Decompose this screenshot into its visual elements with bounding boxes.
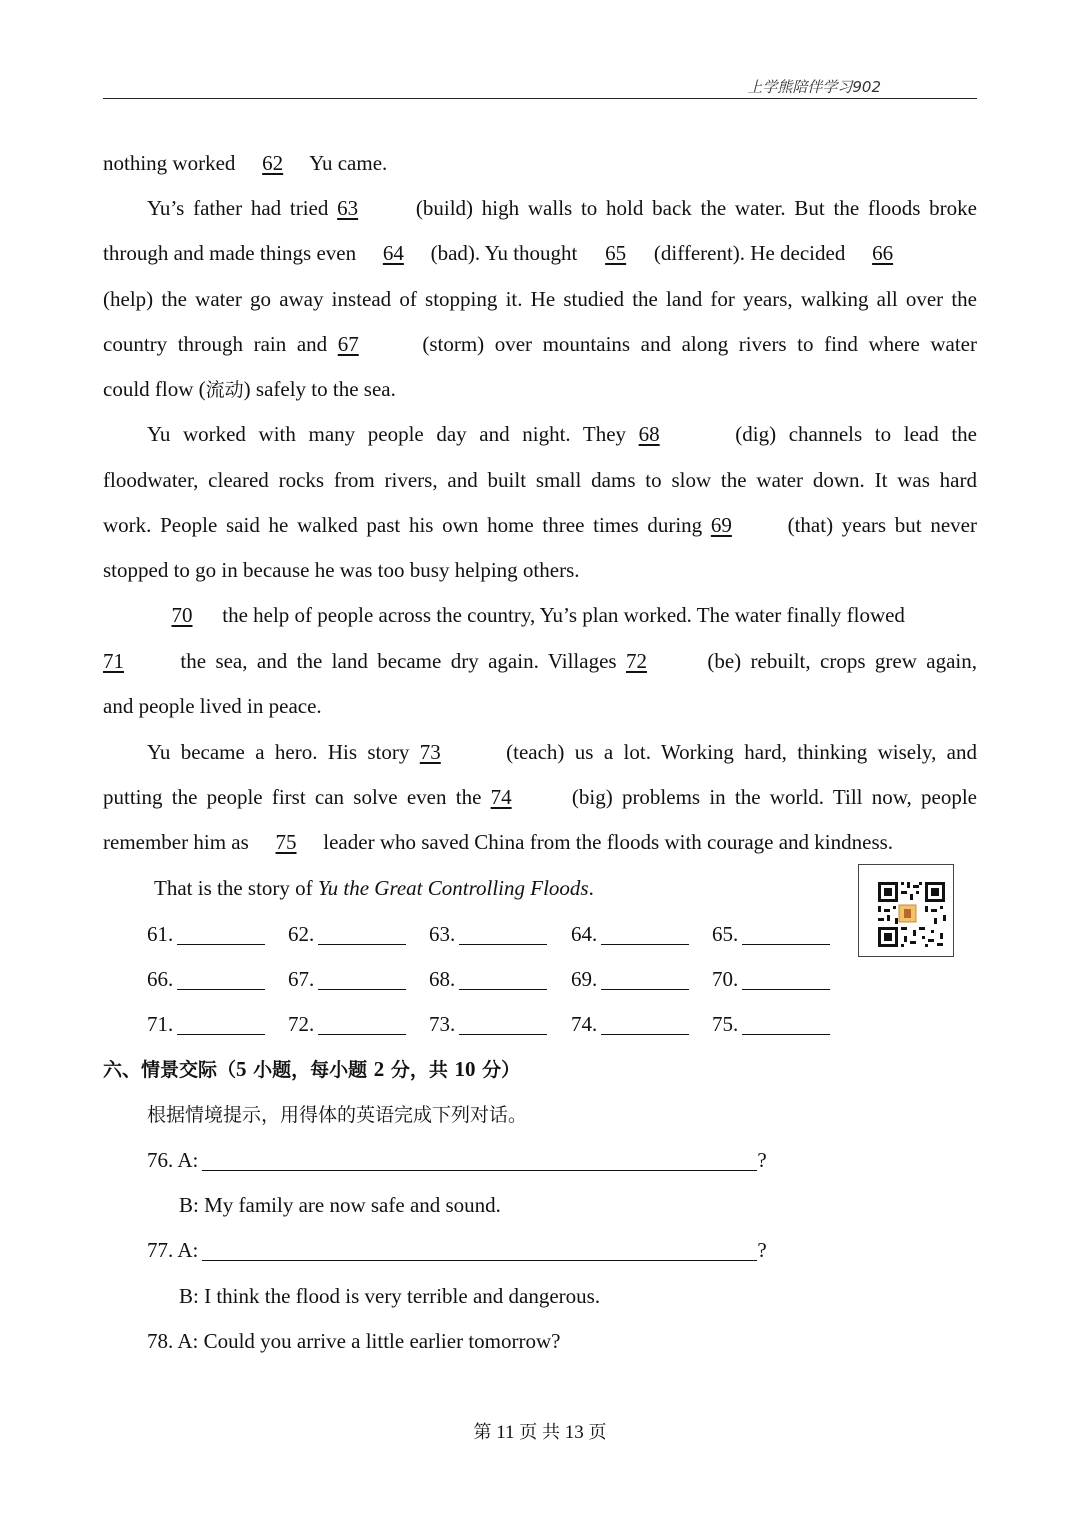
text: Yu became a hero. His story [147,740,420,764]
answer-slot[interactable] [288,919,406,949]
answer-line [459,967,547,990]
text: through and made things even [103,241,362,265]
passage-line-2 [147,193,977,223]
header-text: 上学熊陪伴学习902 [747,78,881,96]
blank-75: 75 [275,830,297,854]
text: the help of people across the country, Yu’s plan worked. The water finally flowed [217,603,905,627]
answer-slot[interactable] [147,1009,265,1039]
answer-slot[interactable] [712,919,830,949]
passage-line-4 [103,284,977,314]
story-title: Yu the Great Controlling Floods [317,876,589,900]
text: remember him as [103,830,255,854]
answer-number: 68. [429,967,456,991]
blank-64: 64 [382,241,404,265]
text: Yu worked with many people day and night. They [147,422,639,446]
text: (big) problems in the world. Till now, people [562,785,977,809]
text: . [588,876,594,900]
passage-line-10 [103,555,977,585]
answer-number: 72. [288,1012,315,1036]
passage-line-8 [103,465,977,495]
answer-line [742,922,830,945]
text: the sea, and the land became dry again. Villages [171,649,626,673]
answer-slot[interactable] [571,1009,689,1039]
text: (dig) channels to lead the [722,422,977,446]
heading-text: 分） [475,1059,521,1081]
passage-line-13 [103,691,977,721]
answer-number: 74. [571,1012,598,1036]
answer-number: 61. [147,922,174,946]
answer-number: 66. [147,967,174,991]
answer-line [177,922,265,945]
answer-line [177,967,265,990]
qr-code [858,864,954,957]
blank-70: 70 [171,603,193,627]
passage-line-6 [103,374,977,405]
blank-63: 63 [337,196,359,220]
answer-line [601,1012,689,1035]
passage-line-17 [154,873,594,903]
heading-number: 2 [373,1057,385,1081]
answer-slot[interactable] [571,964,689,994]
qr-code-icon [859,865,953,956]
heading-text: 小题，每小题 [246,1059,374,1081]
text: nothing worked [103,151,241,175]
cjk-word: 流动 [205,379,244,401]
answer-slot[interactable] [429,964,547,994]
text: (be) rebuilt, crops grew again, [697,649,977,673]
heading-text: 六、情景交际（ [103,1059,237,1081]
footer-text: 共 [542,1422,561,1443]
answer-number: 65. [712,922,739,946]
answer-slot[interactable] [147,919,265,949]
answer-line [742,967,830,990]
text: leader who saved China from the floods with courage and kindness. [318,830,894,854]
blank-74: 74 [490,785,512,809]
footer-text: 页 [519,1422,538,1443]
passage-line-12 [103,646,977,676]
passage-line-3 [103,238,977,268]
answer-field[interactable] [202,1238,757,1261]
answer-line [177,1012,265,1035]
text: (bad). Yu thought [425,241,583,265]
answer-line [601,922,689,945]
answer-number: 64. [571,922,598,946]
text: work. People said he walked past his own home three times during [103,513,711,537]
blank-68: 68 [638,422,660,446]
page-header [103,76,977,99]
question-77 [147,1235,767,1265]
question-mark: ? [757,1148,767,1172]
heading-text: 分，共 [384,1059,455,1081]
passage-line-15 [103,782,977,812]
answer-line [601,967,689,990]
answer-line [459,1012,547,1035]
blank-67: 67 [337,332,359,356]
answer-number: 69. [571,967,598,991]
question-76 [147,1145,767,1175]
answer-slot[interactable] [429,1009,547,1039]
text: (teach) us a lot. Working hard, thinking wisely, and [495,740,978,764]
text: (that) years but never [778,513,977,537]
footer-text: 页 [588,1422,607,1443]
answer-slot[interactable] [288,1009,406,1039]
question-mark: ? [757,1238,767,1262]
heading-number: 5 [236,1057,247,1081]
answer-slot[interactable] [288,964,406,994]
answer-slot[interactable] [571,919,689,949]
text: country through rain and [103,332,338,356]
answer-line [459,922,547,945]
text: Yu’s father had tried [147,196,338,220]
text: floodwater, cleared rocks from rivers, and built small dams to slow the water down. It was hard [103,468,977,492]
answer-line [742,1012,830,1035]
answer-number: 67. [288,967,315,991]
blank-71: 71 [103,649,124,673]
text: could flow ( [103,377,206,401]
text: stopped to go in because he was too busy helping others. [103,558,580,582]
question-label: 77. A: [147,1238,199,1262]
question-78: 78. A: Could you arrive a little earlier tomorrow? [147,1329,561,1353]
answer-slot[interactable] [712,1009,830,1039]
answer-number: 71. [147,1012,174,1036]
text: That is the story of [154,876,318,900]
answer-number: 75. [712,1012,739,1036]
passage-line-16 [103,827,977,857]
answer-slot[interactable] [429,919,547,949]
text: putting the people first can solve even the [103,785,491,809]
answer-number: 73. [429,1012,456,1036]
answer-slot[interactable] [712,964,830,994]
blank-66: 66 [872,241,894,265]
current-page: 11 [496,1422,515,1443]
text: (different). He decided [648,241,851,265]
blank-73: 73 [419,740,441,764]
blank-62: 62 [262,151,284,175]
answer-line [318,922,406,945]
passage-line-1 [103,148,977,178]
text: (build) high walls to hold back the water. But the floods broke [407,196,977,220]
heading-number: 10 [454,1057,476,1081]
answer-line [318,967,406,990]
text: (help) the water go away instead of stopping it. He studied the land for years, walking all over the [103,287,977,311]
passage-line-7 [147,419,977,449]
response-77: B: I think the flood is very terrible and dangerous. [179,1284,601,1308]
blank-69: 69 [710,513,732,537]
page-footer [0,1418,1080,1444]
question-label: 76. A: [147,1148,199,1172]
answer-slot[interactable] [147,964,265,994]
text: ) safely to the sea. [243,377,396,401]
text: and people lived in peace. [103,694,322,718]
text: (storm) over mountains and along rivers to find where water [411,332,977,356]
answer-number: 62. [288,922,315,946]
answer-field[interactable] [202,1148,757,1171]
section-instruction: 根据情境提示，用得体的英语完成下列对话。 [147,1104,528,1126]
passage-line-5 [103,329,977,359]
passage-line-11 [147,600,977,630]
blank-72: 72 [625,649,647,673]
passage-line-14 [147,737,977,767]
footer-text: 第 [473,1422,492,1443]
answer-number: 70. [712,967,739,991]
section-heading [103,1055,520,1082]
total-pages: 13 [564,1422,584,1443]
text: Yu came. [304,151,388,175]
answer-number: 63. [429,922,456,946]
answer-line [318,1012,406,1035]
blank-65: 65 [605,241,627,265]
response-76: B: My family are now safe and sound. [179,1193,501,1217]
passage-line-9 [103,510,977,540]
